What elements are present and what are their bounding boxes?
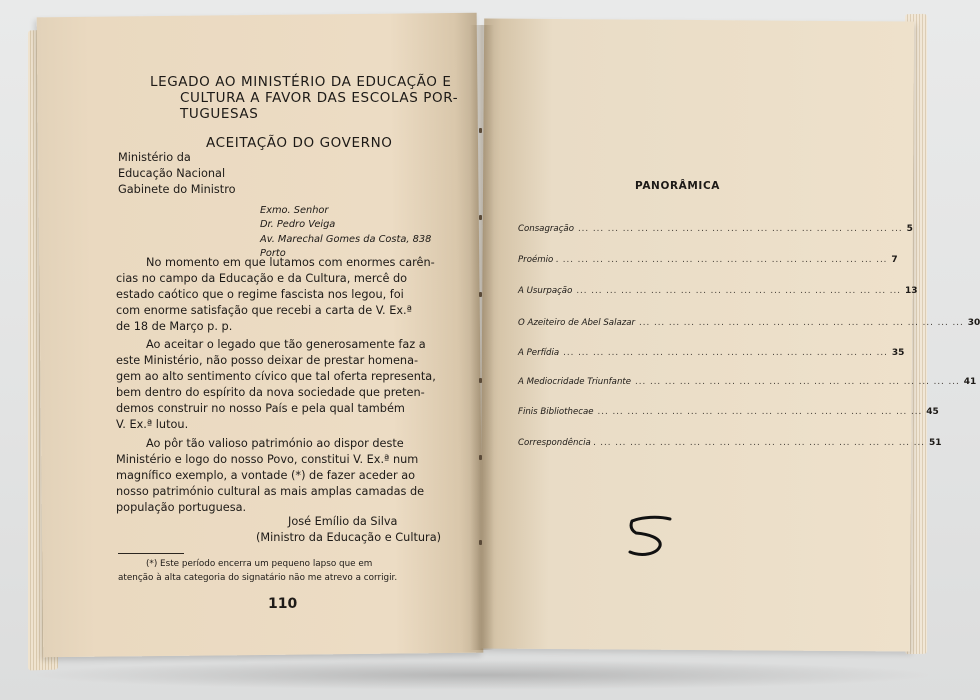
address-line-3: Av. Marechal Gomes da Costa, 838: [260, 234, 432, 245]
address-line-1: Exmo. Senhor: [260, 205, 329, 216]
dot-leader: ... ... ... ... ... ... ... ... ... ... ... ... ... ... ... ... ... ... ... ... ... ...: [562, 255, 888, 265]
paragraph-2-line: este Ministério, não posso deixar de prestar homena-: [116, 354, 419, 367]
article-heading-line-1: LEGADO AO MINISTÉRIO DA EDUCAÇÃO E: [150, 74, 452, 90]
dot-leader: ... ... ... ... ... ... ... ... ... ... ... ... ... ... ... ... ... ... ... ... ... ...: [635, 377, 960, 387]
paragraph-3-line: Ministério e logo do nosso Povo, constitui V. Ex.ª num: [116, 453, 419, 466]
binding-stitch: [479, 378, 482, 383]
article-subheading: ACEITAÇÃO DO GOVERNO: [206, 135, 393, 151]
toc-entry-page: 5: [906, 224, 913, 234]
toc-entry-label: Consagração: [518, 224, 574, 234]
signature-title: (Ministro da Educação e Cultura): [256, 531, 442, 544]
paragraph-2-line: gem ao alto sentimento cívico que tal oferta representa,: [116, 370, 436, 383]
toc-entry-label: O Azeiteiro de Abel Salazar: [518, 318, 636, 328]
toc-entry-page: 45: [926, 407, 939, 417]
dot-leader: ... ... ... ... ... ... ... ... ... ... ... ... ... ... ... ... ... ... ... ... ... ...: [576, 286, 901, 296]
dot-leader: ... ... ... ... ... ... ... ... ... ... ... ... ... ... ... ... ... ... ... ... ... ...: [639, 318, 964, 328]
article-heading-line-2: CULTURA A FAVOR DAS ESCOLAS POR-: [180, 90, 459, 106]
paragraph-1-line: com enorme satisfação que recebi a carta de V. Ex.ª: [116, 304, 412, 317]
toc-entry-page: 41: [963, 377, 977, 387]
toc-entry: [518, 282, 918, 296]
toc-entry: [518, 344, 905, 358]
toc-entry-label: A Perfídia: [518, 348, 560, 358]
binding-stitch: [479, 215, 482, 220]
article-heading-line-3: TUGUESAS: [180, 106, 259, 122]
toc-entry: [518, 220, 913, 234]
handwritten-mark-5: [620, 512, 680, 562]
paragraph-1-line: cias no campo da Educação e da Cultura, mercê do: [116, 272, 408, 285]
paragraph-3-line: nosso património cultural as mais amplas camadas de: [116, 485, 425, 498]
footnote-rule: [118, 553, 184, 554]
binding-stitch: [479, 292, 482, 297]
paragraph-3-line: população portuguesa.: [116, 501, 247, 514]
binding-stitch: [479, 540, 482, 545]
paragraph-2-line: Ao aceitar o legado que tão generosamente faz a: [146, 338, 426, 351]
paragraph-2-line: demos construir no nosso País e pela qual também: [116, 402, 405, 415]
toc-entry-label: Correspondência .: [518, 438, 597, 448]
toc-entry: [518, 251, 898, 265]
paragraph-1-line: No momento em que lutamos com enormes carên-: [146, 256, 435, 269]
toc-entry-page: 13: [905, 286, 918, 296]
address-line-2: Dr. Pedro Veiga: [260, 219, 336, 230]
toc-title: PANORÂMICA: [635, 180, 720, 192]
sender-line-3: Gabinete do Ministro: [118, 183, 236, 196]
address-line-4: Porto: [260, 248, 286, 259]
toc-entry: [518, 314, 980, 328]
footnote-line-2: atenção à alta categoria do signatário não me atrevo a corrigir.: [118, 573, 398, 583]
toc-entry: [518, 373, 977, 387]
toc-entry-label: A Mediocridade Triunfante: [518, 377, 632, 387]
paragraph-1-line: estado caótico que o regime fascista nos legou, foi: [116, 288, 404, 301]
dot-leader: ... ... ... ... ... ... ... ... ... ... ... ... ... ... ... ... ... ... ... ... ... ...: [597, 407, 923, 417]
toc-entry: [518, 403, 939, 417]
toc-entry-page: 30: [967, 318, 980, 328]
toc-entry-label: Finis Bibliothecae: [518, 407, 594, 417]
toc-entry-label: Proémio .: [518, 255, 559, 265]
footnote-line-1: (*) Este período encerra um pequeno lapso que em: [146, 559, 373, 569]
binding-stitch: [479, 455, 482, 460]
dot-leader: ... ... ... ... ... ... ... ... ... ... ... ... ... ... ... ... ... ... ... ... ... ...: [577, 224, 903, 234]
paragraph-1-line: de 18 de Março p. p.: [116, 320, 233, 333]
toc-entry-page: 35: [891, 348, 905, 358]
paragraph-2-line: bem dentro do espírito da nova sociedade que preten-: [116, 386, 425, 399]
book-gutter: [470, 25, 494, 650]
toc-entry-page: 7: [891, 255, 898, 265]
paragraph-3-line: Ao pôr tão valioso património ao dispor deste: [146, 437, 404, 450]
table-shadow: [30, 660, 935, 690]
dot-leader: ... ... ... ... ... ... ... ... ... ... ... ... ... ... ... ... ... ... ... ... ... ...: [600, 438, 925, 448]
sender-line-2: Educação Nacional: [118, 167, 226, 180]
toc-entry: [518, 434, 942, 448]
paragraph-3-line: magnífico exemplo, a vontade (*) de fazer aceder ao: [116, 469, 416, 482]
page-number: 110: [268, 596, 298, 612]
toc-entry-page: 51: [928, 438, 942, 448]
toc-entry-label: A Usurpação: [518, 286, 573, 296]
right-page: [480, 19, 914, 652]
sender-line-1: Ministério da: [118, 151, 191, 164]
binding-stitch: [479, 128, 482, 133]
paragraph-2-line: V. Ex.ª lutou.: [116, 418, 189, 431]
dot-leader: ... ... ... ... ... ... ... ... ... ... ... ... ... ... ... ... ... ... ... ... ... ...: [563, 348, 888, 358]
signature-name: José Emílio da Silva: [288, 515, 398, 528]
